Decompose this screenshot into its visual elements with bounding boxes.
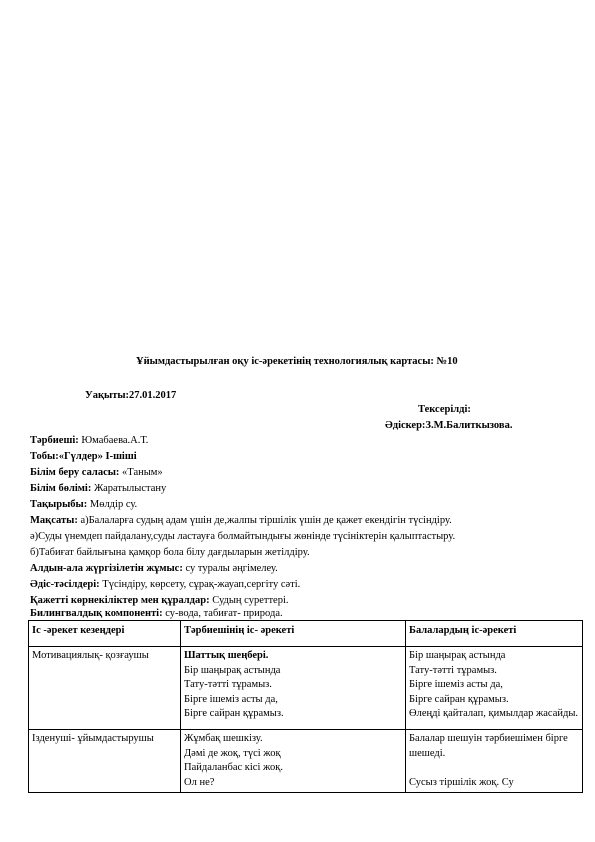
info-line-group: Тобы:«Гүлдер» І-шіші — [30, 451, 137, 462]
methodist-name: Әдіскер:З.М.Балиткызова. — [385, 420, 513, 431]
document-title: Ұйымдастырылған оқу іс-әрекетінің технологиялық картасы: №10 — [136, 356, 458, 367]
header-children-actions: Балалардың іс-әрекеті — [406, 621, 583, 647]
teacher-cell: Шаттық шеңбері. Бір шаңырақ астында Тату-тәтті тұрамыз. Бірге ішеміз асты да, Бірге сайран құрамыз. — [181, 647, 406, 730]
info-line-section: Білім бөлімі: Жаратылыстану — [30, 483, 167, 494]
stage-cell: Мотивациялық- қозғаушы — [29, 647, 181, 730]
checker-label: Тексерілді: — [418, 404, 471, 415]
info-line-goal-c: б)Табиғат байлығына қамқор бола білу дағдыларын жетілдіру. — [30, 547, 310, 558]
stage-cell: Ізденушi- ұйымдастырушы — [29, 730, 181, 793]
info-line-goal-b: ә)Суды үнемдеп пайдалану,суды ластауға болмайтындығы жөнінде түсініктерін қалыптастыру. — [30, 531, 456, 542]
info-line-topic: Тақырыбы: Мөлдір су. — [30, 499, 138, 510]
header-teacher-actions: Тәрбиешінің іс- әрекеті — [181, 621, 406, 647]
header-stages: Іс -әрекет кезеңдері — [29, 621, 181, 647]
info-line-materials: Қажетті көрнекіліктер мен құралдар: Судың суреттері. — [30, 595, 289, 606]
teacher-cell: Жұмбақ шешкізу. Дәмі де жоқ, түсі жоқ Пайдаланбас кісі жоқ. Ол не? — [181, 730, 406, 793]
children-cell: Бір шаңырақ астында Тату-тәтті тұрамыз. Бірге ішеміз асты да, Бірге сайран құрамыз. Өлеңді қайталап, қимылдар жасайды. — [406, 647, 583, 730]
table-header-row — [29, 621, 583, 647]
info-line-teacher: Тәрбиеші: Юмабаева.А.Т. — [30, 435, 149, 446]
lesson-date: Уақыты:27.01.2017 — [85, 390, 177, 401]
info-line-preliminary-work: Алдын-ала жүргізілетін жұмыс: су туралы әңгімелеу. — [30, 563, 278, 574]
info-line-goal-a: Мақсаты: а)Балаларға судың адам үшін де,жалпы тіршілік үшін де қажет екендігін түсіндіру. — [30, 515, 452, 526]
info-line-bilingual: Билингвалдық компоненті: су-вода, табиғат- природа. — [30, 608, 283, 619]
children-cell: Балалар шешуін тәрбиешімен бірге шешеді. Сусыз тіршілік жоқ. Су — [406, 730, 583, 793]
table-row — [29, 730, 583, 793]
table-row — [29, 647, 583, 730]
info-line-methods: Әдіс-тәсілдері: Түсіндіру, көрсету, сұрақ-жауап,сергіту сәті. — [30, 579, 301, 590]
lesson-plan-table — [28, 620, 583, 793]
info-line-subject-area: Білім беру саласы: «Таным» — [30, 467, 163, 478]
